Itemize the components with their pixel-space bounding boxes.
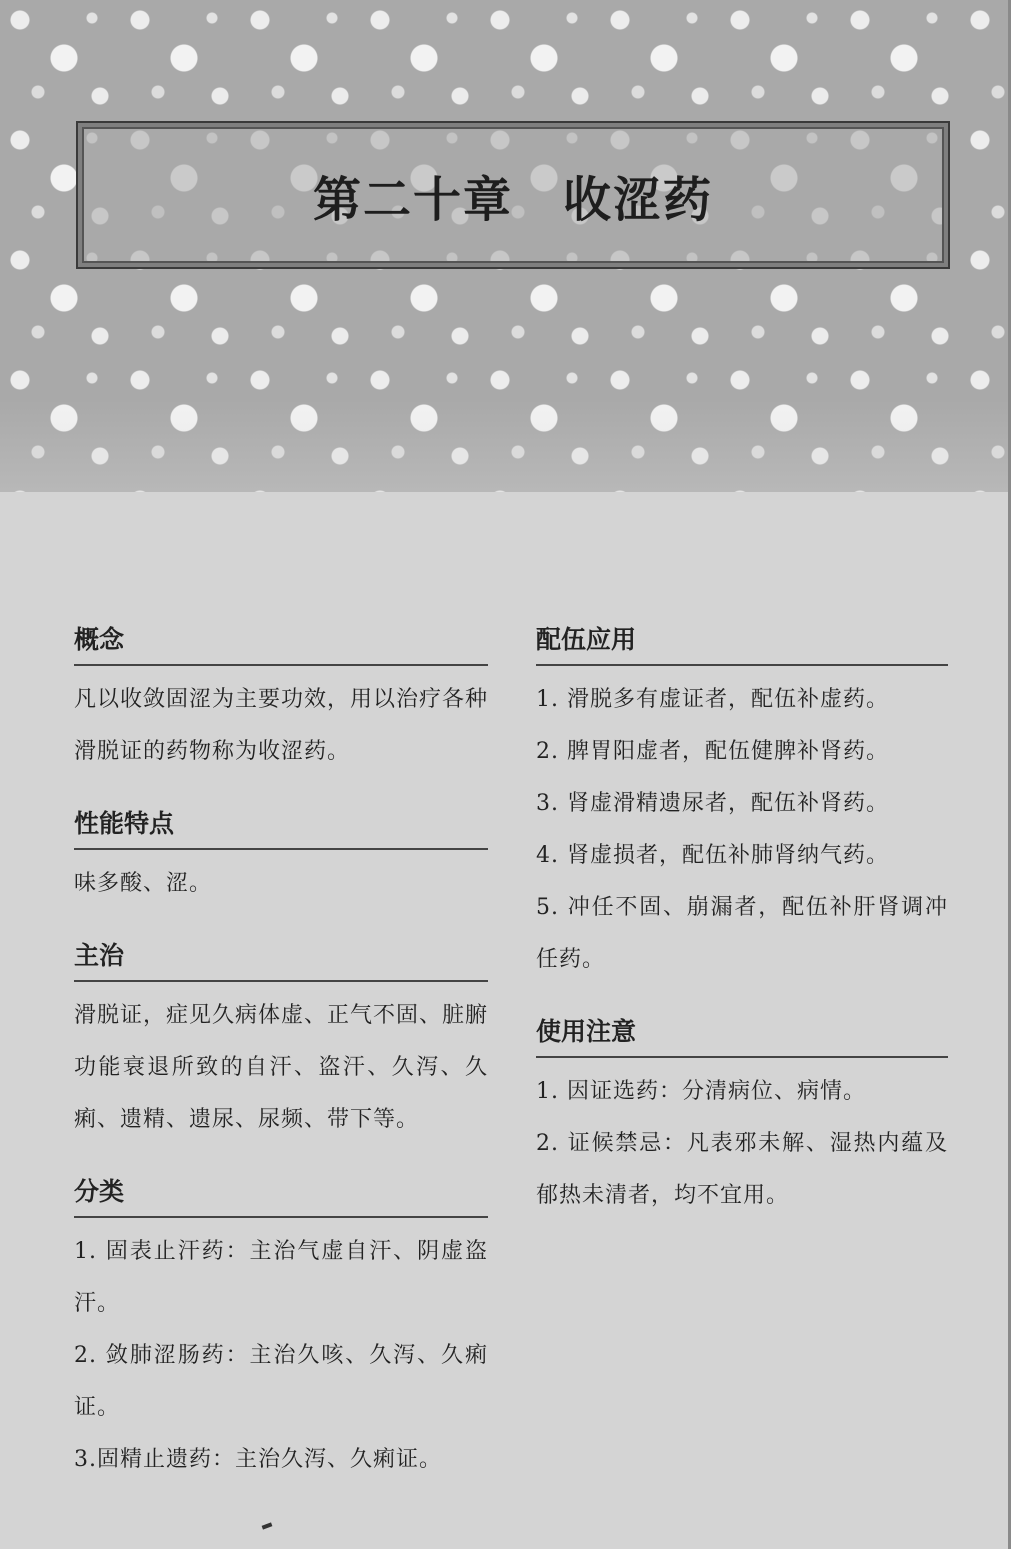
list-item: 3. 肾虚滑精遗尿者，配伍补肾药。	[536, 791, 889, 816]
list-item: 1. 因证选药：分清病位、病情。	[536, 1079, 866, 1104]
header-fade	[0, 400, 1008, 492]
compatibility-list	[536, 674, 948, 986]
section-text: 味多酸、涩。	[74, 871, 213, 896]
section-classification	[74, 1172, 488, 1486]
section-heading: 使用注意	[536, 1012, 948, 1058]
chapter-title: 第二十章 收涩药	[312, 171, 713, 228]
section-text: 凡以收敛固涩为主要功效，用以治疗各种滑脱证的药物称为收涩药。	[74, 687, 489, 764]
list-item: 4. 肾虚损者，配伍补肺肾纳气药。	[536, 843, 889, 868]
section-text: 滑脱证，症见久病体虚、正气不固、脏腑功能衰退所致的自汗、盗汗、久泻、久痢、遗精、遗尿、尿频、带下等。	[74, 1003, 489, 1132]
list-item: 3.固精止遗药：主治久泻、久痢证。	[74, 1447, 442, 1472]
left-column	[74, 620, 488, 1512]
list-item: 5. 冲任不固、崩漏者，配伍补肝肾调冲任药。	[536, 895, 948, 972]
list-item: 2. 证候禁忌：凡表邪未解、湿热内蕴及郁热未清者，均不宜用。	[536, 1131, 948, 1208]
right-column	[536, 620, 948, 1248]
section-heading: 配伍应用	[536, 620, 948, 666]
section-properties	[74, 804, 488, 910]
section-concept	[74, 620, 488, 778]
classification-list	[74, 1226, 488, 1486]
list-item: 2. 脾胃阳虚者，配伍健脾补肾药。	[536, 739, 889, 764]
section-heading: 概念	[74, 620, 488, 666]
ink-mark	[262, 1522, 273, 1529]
section-heading: 分类	[74, 1172, 488, 1218]
section-compatibility	[536, 620, 948, 986]
list-item: 1. 固表止汗药：主治气虚自汗、阴虚盗汗。	[74, 1239, 488, 1316]
section-heading: 性能特点	[74, 804, 488, 850]
list-item: 2. 敛肺涩肠药：主治久咳、久泻、久痢证。	[74, 1343, 488, 1420]
chapter-title-frame	[76, 121, 950, 269]
section-precautions	[536, 1012, 948, 1222]
section-heading: 主治	[74, 936, 488, 982]
precautions-list	[536, 1066, 948, 1222]
section-indications	[74, 936, 488, 1146]
list-item: 1. 滑脱多有虚证者，配伍补虚药。	[536, 687, 889, 712]
